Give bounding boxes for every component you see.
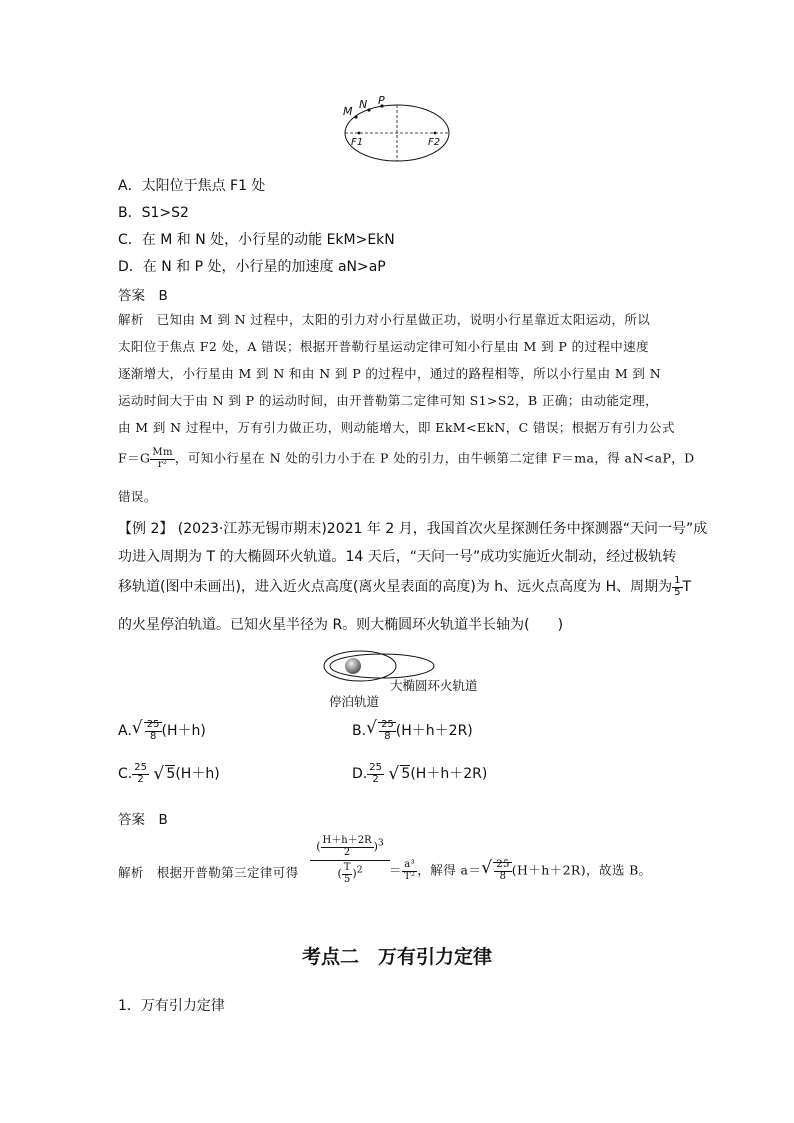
example2-line4: 的火星停泊轨道。已知火星半径为 R。则大椭圆环火轨道半长轴为( ) (118, 617, 564, 633)
label-P: P (378, 94, 385, 107)
label-F2: F2 (428, 137, 441, 148)
subsection-item-1: 1．万有引力定律 (118, 998, 225, 1014)
option-b: B．S1>S2 (118, 205, 189, 221)
kepler-big-fraction: ( $\frac{H+h+2R}{2}$ )$^3$ ( $\frac{T}{5}$ )$^2$ (310, 836, 390, 885)
option2-d: D. $\frac{25}{2}$ √ 5(H＋h＋2R) (352, 763, 487, 785)
analysis1-line6 (118, 448, 695, 470)
option2-b: B. √ $\frac{25}{8}$ (H＋h＋2R) (352, 720, 473, 742)
label-N: N (359, 98, 368, 111)
analysis1-line7: 错误。 (118, 489, 157, 504)
formula-prefix: F＝G (118, 450, 151, 466)
example2-line3: 移轨道(图中未画出)，进入近火点高度(离火星表面的高度)为 h、远火点高度为 H、周期为 $\frac{1}{5}$ T (118, 575, 692, 598)
section-title: 考点二 万有引力定律 (301, 946, 492, 968)
option-c: C．在 M 和 N 处，小行星的动能 EkM>EkN (118, 232, 395, 248)
ellipse-orbit-figure (335, 95, 460, 165)
option2-c: C. $\frac{25}{2}$ √ 5(H＋h) (118, 763, 220, 785)
analysis1-line2: 太阳位于焦点 F2 处，A 错误；根据开普勒行星运动定律可知小行星由 M 到 P 的过程中速度 (118, 339, 649, 354)
option-a: A．太阳位于焦点 F1 处 (118, 178, 266, 194)
analysis1-line1: 解析 已知由 M 到 N 过程中，太阳的引力对小行星做正功，说明小行星靠近太阳运动，所以 (118, 312, 651, 327)
option-d: D．在 N 和 P 处，小行星的加速度 aN>aP (118, 259, 386, 275)
answer-2: 答案 B (118, 812, 168, 828)
label-big-orbit: 大椭圆环火轨道 (390, 678, 478, 693)
example2-line2: 功进入周期为 T 的大椭圆环火轨道。14 天后，“天问一号”成功实施近火制动，经过极轨转 (118, 549, 677, 565)
analysis1-line4: 运动时间大于由 N 到 P 的运动时间，由开普勒第二定律可知 S1>S2，B 正确；由动能定理， (118, 393, 659, 408)
formula-suffix: ，可知小行星在 N 处的引力小于在 P 处的引力，由牛顿第二定律 F＝ma，得 aN<aP，D (174, 450, 695, 466)
analysis2-text: 解析 根据开普勒第三定律可得 (118, 865, 299, 880)
analysis1-line3: 逐渐增大，小行星由 M 到 N 和由 N 到 P 的过程中，通过的路程相等，所以小行星由 M 到 N (118, 366, 662, 381)
analysis2-result: ＝ $\frac{\text{a³}}{\text{T²}}$ ，解得 a＝ √ $\frac{25}{8}$ (H＋h＋2R)，故选 B。 (389, 860, 652, 882)
label-parking-orbit: 停泊轨道 (329, 694, 380, 709)
answer-1: 答案 B (118, 288, 168, 304)
option2-a: A. √ $\frac{25}{8}$ (H＋h) (118, 720, 206, 742)
label-F1: F1 (351, 137, 364, 148)
gravity-fraction: $\frac{Mm}{\text{r²}}$ (152, 447, 173, 470)
example2-line1: 【例 2】 (2023·江苏无锡市期末)2021 年 2 月，我国首次火星探测任务中探测器“天问一号”成 (118, 521, 708, 537)
period-fraction: $\frac{1}{5}$ (674, 575, 681, 598)
analysis1-line5: 由 M 到 N 过程中，万有引力做正功，则动能增大，即 EkM<EkN，C 错误；根据万有引力公式 (118, 420, 675, 435)
label-M: M (343, 105, 353, 118)
